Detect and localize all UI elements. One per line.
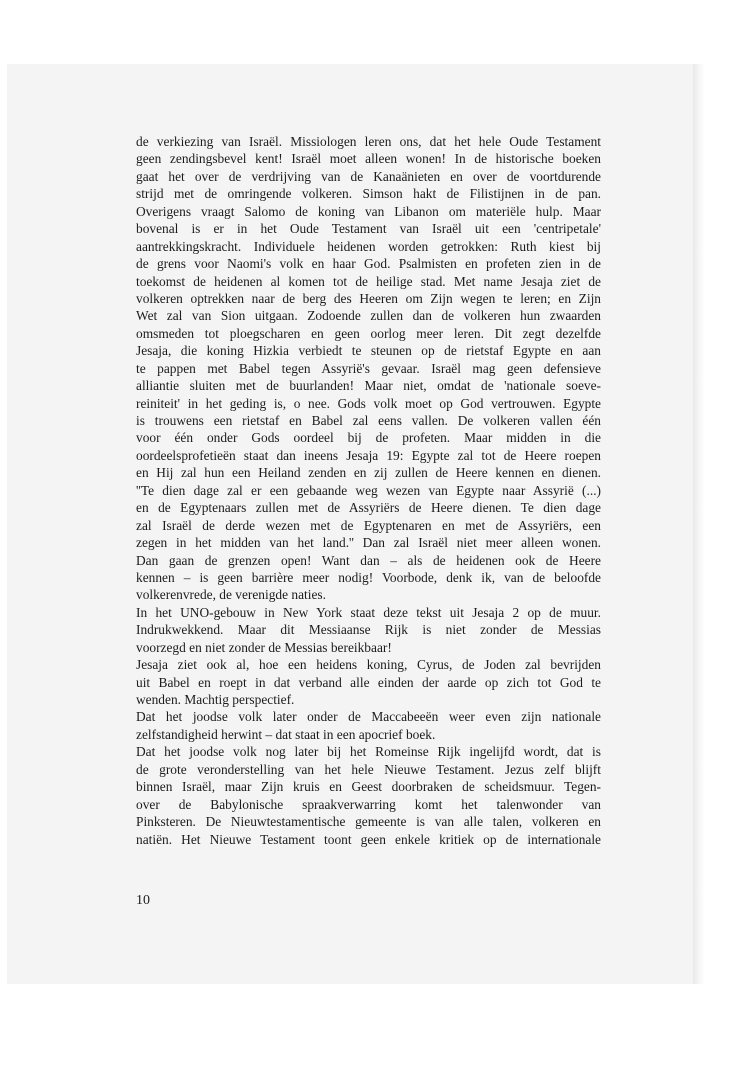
text-line: zegen in het midden van het land.'' Dan zal Israël niet meer alleen wonen. (136, 535, 601, 551)
text-line: wenden. Machtig perspectief. (136, 692, 295, 707)
text-line: is trouwens een rietstaf en Babel zal eens vallen. De volkeren vallen één (136, 413, 601, 428)
text-line: Overigens vraagt Salomo de koning van Libanon om materiële hulp. Maar (136, 203, 601, 219)
text-line: de grens voor Naomi's volk en haar God. Psalmisten en profeten zien in de (136, 256, 601, 272)
text-line: In het UNO-gebouw in New York staat deze tekst uit Jesaja 2 op de muur. (136, 604, 601, 620)
text-line: alliantie sluiten met de buurlanden! Maar niet, omdat de 'nationale soeve- (136, 378, 601, 394)
text-line: Dat het joodse volk nog later bij het Romeinse Rijk ingelijfd wordt, dat is (136, 744, 601, 760)
text-line: en de Egyptenaars zullen met de Assyriërs de Heere dienen. Te dien dage (136, 500, 601, 516)
body-text (136, 133, 601, 848)
text-line: Indrukwekkend. Maar dit Messiaanse Rijk is niet zonder de Messias (136, 622, 601, 638)
text-line: zelfstandigheid herwint – dat staat in een apocrief boek. (136, 726, 436, 742)
page-edge (693, 64, 705, 984)
text-line: Wet zal van Sion uitgaan. Zodoende zullen dan de volkeren hun zwaarden (136, 308, 601, 324)
text-line: omsmeden tot ploegscharen en geen oorlog meer leren. Dit zegt dezelfde (136, 325, 601, 341)
text-line: natiën. Het Nieuwe Testament toont geen enkele kritiek op de internationale (136, 831, 601, 847)
page-number: 10 (136, 893, 150, 908)
text-line: uit Babel en roept in dat verband alle einden der aarde op zich tot God te (136, 674, 601, 690)
text-line: reiniteit' in het geding is, o nee. Gods volk moet op God vertrouwen. Egypte (136, 395, 601, 411)
text-line: voorzegd en niet zonder de Messias bereikbaar! (136, 639, 392, 655)
text-line: zal Israël de derde wezen met de Egyptenaren en met de Assyriërs, een (136, 517, 601, 533)
text-line: toekomst de heidenen al komen tot de heilige stad. Met name Jesaja ziet de (136, 273, 601, 289)
text-line: en Hij zal hun een Heiland zenden en zij zullen de Heere kennen en dienen. (136, 465, 601, 481)
text-line: binnen Israël, maar Zijn kruis en Geest doorbraken de scheidsmuur. Tegen- (136, 779, 601, 795)
text-line: Jesaja ziet ook al, hoe een heidens koning, Cyrus, de Joden zal bevrijden (136, 657, 601, 673)
text-line: Pinksteren. De Nieuwtestamentische gemeente is van alle talen, volkeren en (136, 814, 601, 830)
text-line: bovenal is er in het Oude Testament van Israël uit een 'centripetale' (136, 221, 601, 237)
text-line: volkerenvrede, de verenigde naties. (136, 587, 326, 603)
text-line: de verkiezing van Israël. Missiologen leren ons, dat het hele Oude Testament (136, 134, 601, 149)
text-line: voor één onder Gods oordeel bij de profeten. Maar midden in die (136, 430, 601, 446)
text-line: te pappen met Babel tegen Assyrië's gevaar. Israël mag geen defensieve (136, 360, 601, 376)
text-line: strijd met de omringende volkeren. Simson hakt de Filistijnen in de pan. (136, 186, 601, 202)
text-line: over de Babylonische spraakverwarring komt het talenwonder van (136, 796, 601, 812)
text-line: geen zendingsbevel kent! Israël moet alleen wonen! In de historische boeken (136, 151, 601, 167)
text-line: Dan gaan de grenzen open! Want dan – als de heidenen ook de Heere (136, 552, 601, 568)
text-line: Jesaja, die koning Hizkia verbiedt te steunen op de rietstaf Egypte en aan (136, 343, 601, 359)
text-line: gaat het over de verdrijving van de Kanaänieten en over de voortdurende (136, 168, 601, 184)
text-line: de grote veronderstelling van het hele Nieuwe Testament. Jezus zelf blijft (136, 761, 601, 777)
text-line: ''Te dien dage zal er een gebaande weg wezen van Egypte naar Assyrië (...) (136, 482, 601, 498)
text-line: aantrekkingskracht. Individuele heidenen worden getrokken: Ruth kiest bij (136, 238, 601, 254)
text-line: kennen – is geen barrière meer nodig! Voorbode, denk ik, van de beloofde (136, 569, 601, 585)
text-line: volkeren optrekken naar de berg des Heeren om Zijn wegen te leren; en Zijn (136, 290, 601, 306)
text-line: Dat het joodse volk later onder de Maccabeeën weer even zijn nationale (136, 709, 601, 725)
text-line: oordeelsprofetieën staat dan ineens Jesaja 19: Egypte zal tot de Heere roepen (136, 447, 601, 463)
